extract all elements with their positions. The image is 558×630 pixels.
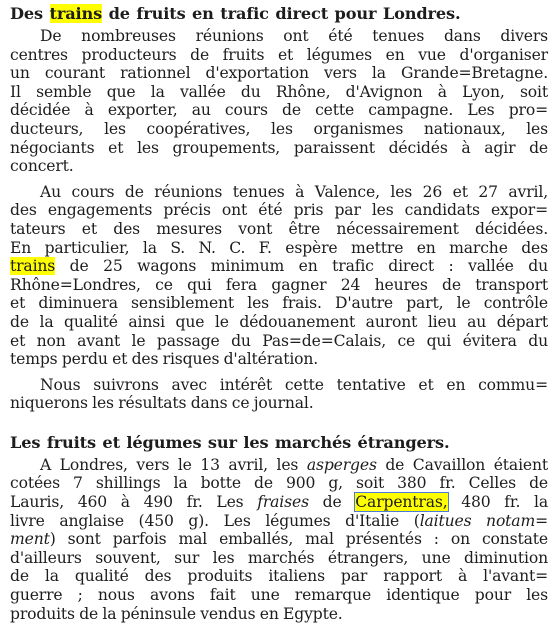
text-line: ducteurs, les coopératives, les organismes nationaux, les [10, 119, 548, 138]
text-line [10, 493, 548, 512]
text-line: Au cours de réunions tenues à Valence, les 26 et 27 avril, [40, 182, 548, 201]
text-line: niquerons les résultats dans ce journal. [10, 394, 314, 413]
text-line: d'ailleurs souvent, sur les marchés étrangers, une diminution [10, 548, 548, 567]
text-segment: de [308, 493, 356, 512]
text-segment: de 25 wagons minimum en trafic direct : vallée du [55, 257, 548, 276]
italic-word: laitues notam= [419, 511, 549, 530]
text-line [10, 257, 548, 276]
text-segment: 480 fr. la [447, 493, 548, 512]
document-page [10, 4, 548, 630]
text-line: temps perdu et des risques d'altération. [10, 350, 319, 369]
section-divider-space [10, 420, 548, 433]
italic-word: fraises [257, 493, 309, 512]
text-line: et diminuera sensiblement les frais. D'autre part, le contrôle [10, 294, 548, 313]
text-line: Rhône=Londres, ce qui fera gagner 24 heures de transport [10, 275, 548, 294]
text-segment: A Londres, vers le 13 avril, les [40, 455, 307, 474]
text-line: décidée à exporter, au cours de cette campagne. Les pro= [10, 101, 548, 120]
text-line: de la qualité des produits italiens par rapport à l'avant= [10, 567, 548, 586]
highlighted-word-trains: trains [49, 4, 103, 23]
text-line [10, 512, 548, 531]
text-line: Nous suivrons avec intérêt cette tentative et en commu= [40, 375, 548, 394]
text-line: tateurs et des mesures vont être nécessairement décidées. [10, 219, 548, 238]
text-line [10, 456, 548, 475]
text-line: des engagements précis ont été pris par les candidats expor= [10, 201, 548, 220]
italic-word: ment [10, 530, 50, 549]
text-segment: Lauris, 460 à 490 fr. Les [10, 493, 258, 512]
text-line: concert. [10, 157, 74, 176]
heading-text-pre: Des [10, 4, 50, 23]
text-line [10, 530, 548, 549]
paragraph-3 [10, 376, 548, 413]
heading-text-post: de fruits en trafic direct pour Londres. [102, 4, 461, 23]
paragraph-1 [10, 27, 548, 176]
highlighted-word-trains: trains [10, 257, 56, 276]
text-segment: de Cavaillon étaient [376, 455, 548, 474]
paragraph-4 [10, 456, 548, 623]
text-line: De nombreuses réunions ont été tenues dans divers [40, 27, 548, 45]
text-line: cotées 7 shillings la botte de 900 g, soit 380 fr. Celles de [10, 474, 548, 493]
text-line: Il semble que la vallée du Rhône, d'Avignon à Lyon, soit [10, 82, 548, 101]
text-segment: livre anglaise (450 g). Les légumes d'Italie ( [10, 511, 420, 530]
text-line: guerre ; nous avons fait une remarque identique pour les [10, 586, 548, 605]
highlighted-word-carpentras: Carpentras, [355, 493, 448, 512]
text-line: En particulier, la S. N. C. F. espère mettre en marche des [10, 238, 548, 257]
text-line: et non avant le passage du Pas=de=Calais, ce qui évitera du [10, 331, 548, 350]
text-line: de la qualité ainsi que le dédouanement auront lieu au départ [10, 312, 548, 331]
italic-word: asperges [306, 455, 377, 474]
text-line: centres producteurs de fruits et légumes en vue d'organiser [10, 45, 548, 64]
section-heading-markets: Les fruits et légumes sur les marchés étrangers. [10, 432, 450, 452]
section-heading-trains [10, 4, 548, 24]
text-line: un courant rationnel d'exportation vers la Grande=Bretagne. [10, 64, 548, 83]
text-segment: ) sont parfois mal emballés, mal présentés : on constate [49, 530, 548, 549]
text-line: produits de la péninsule vendus en Egypte. [10, 604, 343, 623]
paragraph-2 [10, 183, 548, 369]
text-line: négociants et les groupements, paraissent décidés à agir de [10, 138, 548, 157]
